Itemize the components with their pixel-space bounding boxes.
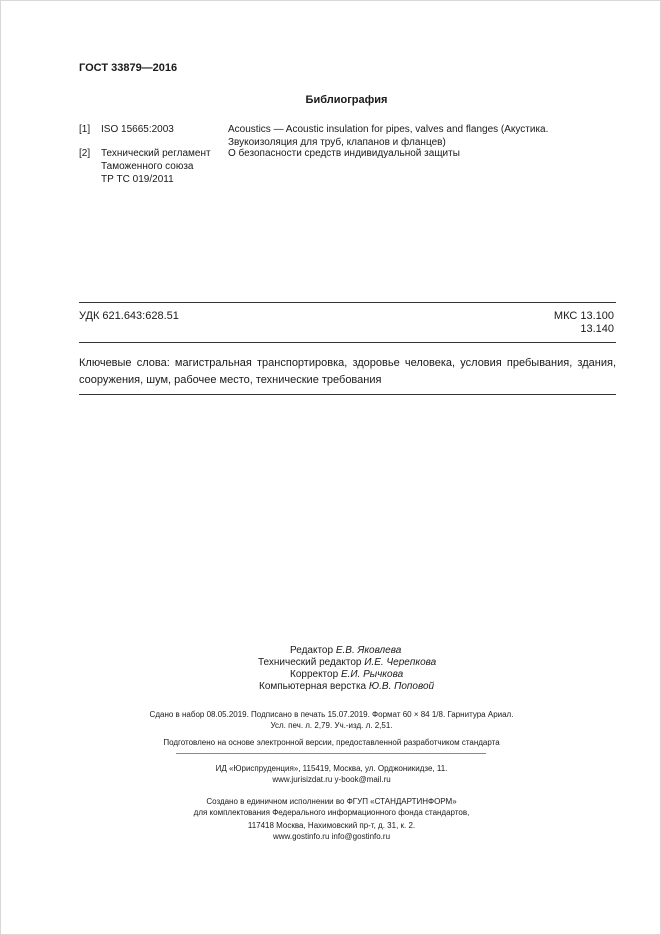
standartinform-address: 117418 Москва, Нахимовский пр-т, д. 31, к. 2.: [247, 821, 416, 830]
bibliography-entry-number: [1]: [79, 124, 91, 135]
editor-name: Е.В. Яковлева: [335, 645, 402, 656]
section-divider: [79, 302, 616, 303]
bibliography-entry-title: Acoustics — Acoustic insulation for pipes, valves and flanges (Акустика. Звукоизоляция для труб, клапанов и фланцев): [228, 124, 549, 148]
bibliography-entry-reference: Технический регламент Таможенного союза ТР ТС 019/2011: [101, 148, 211, 185]
bibliography-entry-reference: ISO 15665:2003: [101, 124, 174, 135]
layout-role: Компьютерная верстка: [259, 681, 367, 692]
mks-code: МКС 13.100: [553, 310, 614, 322]
section-divider: [79, 342, 616, 343]
print-details: Сдано в набор 08.05.2019. Подписано в печать 15.07.2019. Формат 60 × 84 1/8. Гарнитура Ариал.: [149, 710, 514, 719]
udk-code: УДК 621.643:628.51: [79, 310, 179, 322]
mks-code-secondary: 13.140: [580, 323, 614, 335]
bibliography-entry-number: [2]: [79, 148, 91, 159]
source-note: Подготовлено на основе электронной версии, предоставленной разработчиком стандарта: [163, 738, 500, 747]
proofreader-role: Корректор: [290, 669, 339, 680]
tech-editor-role: Технический редактор: [258, 657, 362, 668]
publisher-contacts: www.jurisizdat.ru y-book@mail.ru: [272, 775, 391, 784]
print-sheets: Усл. печ. л. 2,79. Уч.-изд. л. 2,51.: [270, 721, 393, 730]
standartinform-contacts: www.gostinfo.ru info@gostinfo.ru: [272, 832, 391, 841]
tech-editor-name: И.Е. Черепкова: [364, 657, 437, 668]
publisher-address: ИД «Юриспруденция», 115419, Москва, ул. Орджоникидзе, 11.: [215, 764, 448, 773]
bibliography-title: Библиография: [305, 94, 388, 106]
imprint-divider: [176, 753, 486, 754]
keywords-text: Ключевые слова: магистральная транспортировка, здоровье человека, условия пребывания, здания, сооружения, шум, рабочее место, технические требования: [79, 357, 616, 386]
creation-note: Создано в единичном исполнении во ФГУП «СТАНДАРТИНФОРМ»: [206, 797, 457, 806]
editor-role: Редактор: [290, 645, 334, 656]
proofreader-name: Е.И. Рычкова: [340, 669, 404, 680]
layout-name: Ю.В. Поповой: [368, 681, 435, 692]
section-divider: [79, 394, 616, 395]
fund-note: для комплектования Федерального информационного фонда стандартов,: [193, 808, 470, 817]
layout-line: [259, 680, 434, 694]
standard-code-header: ГОСТ 33879—2016: [79, 62, 178, 74]
bibliography-entry-title: О безопасности средств индивидуальной защиты: [228, 148, 460, 159]
